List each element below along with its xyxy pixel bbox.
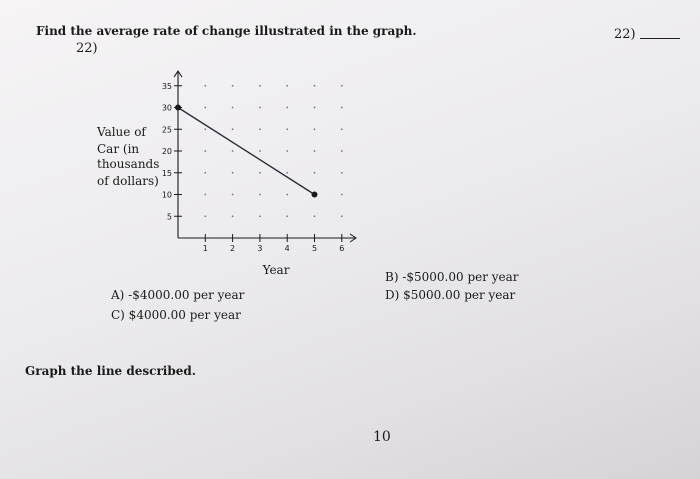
grid-dot (259, 172, 261, 174)
grid-dot (341, 150, 343, 152)
grid-dot (232, 128, 234, 130)
choice-c[interactable]: C) $4000.00 per year (111, 308, 241, 322)
grid-dot (341, 194, 343, 196)
y-tick-label: 20 (161, 147, 172, 156)
grid-dot (259, 107, 261, 109)
grid-dot (259, 150, 261, 152)
grid-dot (341, 107, 343, 109)
choice-a[interactable]: A) -$4000.00 per year (111, 288, 245, 302)
grid-dot (204, 215, 206, 217)
question-prompt: Find the average rate of change illustrated in the graph. (36, 24, 417, 38)
data-point (312, 192, 318, 198)
grid-dot (259, 128, 261, 130)
grid-dot (204, 172, 206, 174)
y-tick-label: 10 (161, 190, 172, 200)
x-axis-label: Year (262, 263, 290, 277)
grid-dot (232, 150, 234, 152)
question-number: 22) (76, 41, 98, 56)
y-tick-label: 35 (161, 81, 172, 91)
grid-dot (259, 215, 261, 217)
x-tick-label: 1 (202, 244, 208, 253)
x-tick-label: 6 (339, 244, 345, 253)
y-tick-label: 5 (166, 212, 172, 222)
page-number: 10 (373, 429, 391, 445)
section-heading: Graph the line described. (25, 364, 196, 378)
y-axis-label-line: of dollars) (97, 174, 159, 188)
grid-dot (341, 85, 343, 87)
y-axis-label-line: Car (in (97, 142, 140, 156)
grid-dot (204, 128, 206, 130)
grid-dot (286, 85, 288, 87)
grid-dot (232, 107, 234, 109)
grid-dot (314, 107, 316, 109)
x-tick-label: 4 (284, 244, 290, 253)
series-line (178, 108, 315, 195)
grid-dot (341, 172, 343, 174)
grid-dot (204, 194, 206, 196)
y-tick-label: 15 (161, 168, 172, 178)
y-axis-label-line: thousands (97, 157, 160, 171)
grid-dot (314, 215, 316, 217)
x-tick-label: 5 (311, 244, 318, 253)
x-tick-label: 2 (230, 244, 236, 253)
grid-dot (204, 85, 206, 87)
grid-dot (286, 128, 288, 130)
grid-dot (314, 172, 316, 174)
y-tick-label: 30 (161, 103, 172, 113)
answer-number: 22) (614, 27, 636, 42)
grid-dot (259, 194, 261, 196)
grid-dot (314, 85, 316, 87)
grid-dot (341, 215, 343, 217)
grid-dot (314, 128, 316, 130)
data-point (175, 105, 181, 111)
grid-dot (286, 215, 288, 217)
choice-d[interactable]: D) $5000.00 per year (385, 288, 516, 302)
choice-b[interactable]: B) -$5000.00 per year (385, 270, 519, 284)
grid-dot (204, 150, 206, 152)
grid-dot (286, 150, 288, 152)
y-tick-label: 25 (161, 125, 172, 135)
grid-dot (232, 215, 234, 217)
grid-dot (314, 150, 316, 152)
y-axis-label-line: Value of (97, 125, 146, 139)
grid-dot (204, 107, 206, 109)
grid-dot (232, 172, 234, 174)
grid-dot (286, 172, 288, 174)
grid-dot (232, 85, 234, 87)
grid-dot (259, 85, 261, 87)
grid-dot (286, 194, 288, 196)
grid-dot (286, 107, 288, 109)
x-tick-label: 3 (257, 244, 263, 253)
grid-dot (232, 194, 234, 196)
grid-dot (341, 128, 343, 130)
